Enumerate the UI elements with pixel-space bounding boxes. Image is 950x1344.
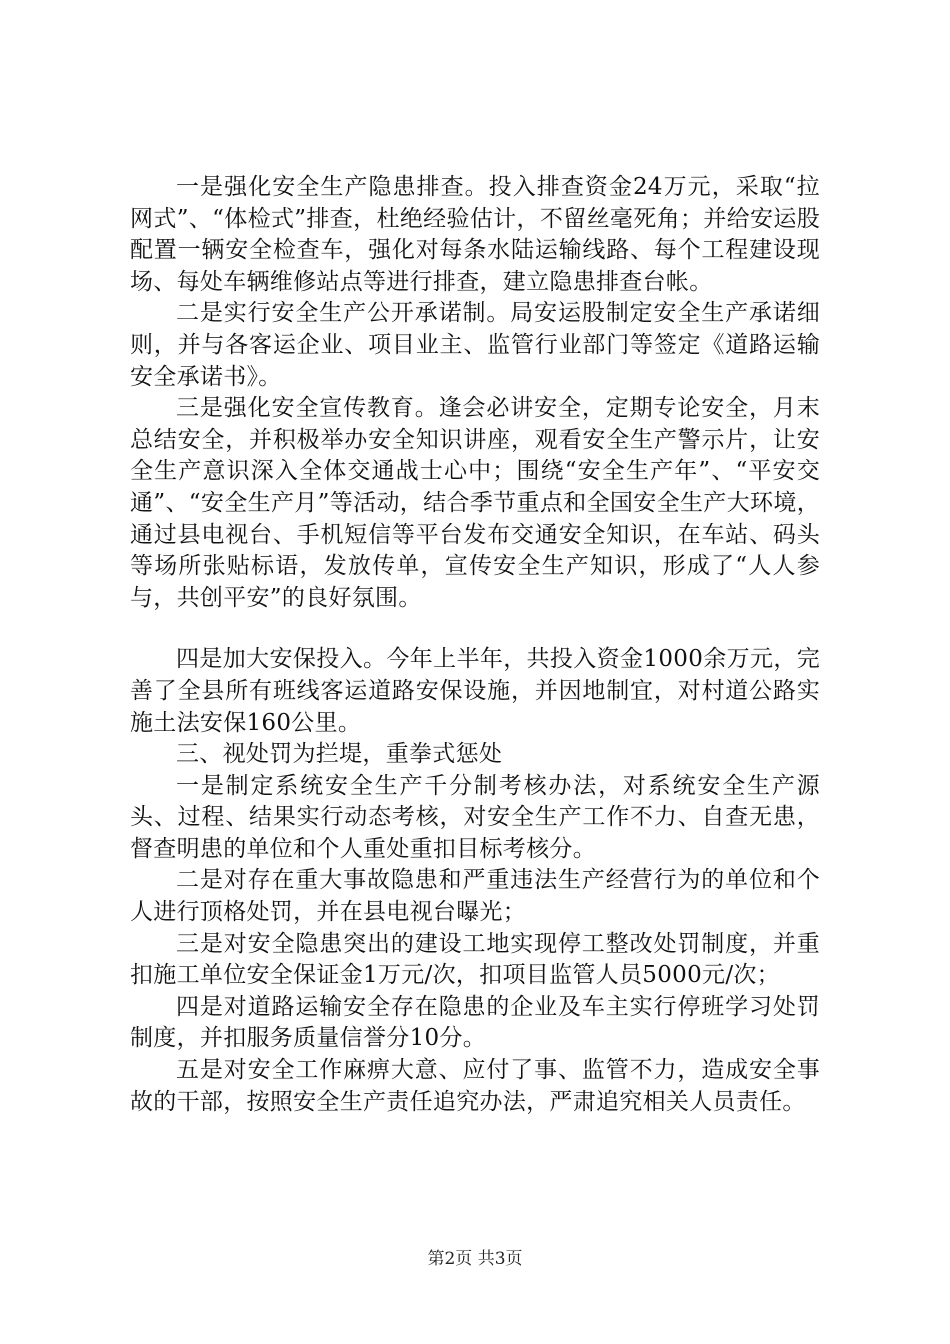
- paragraph-safety-education: 三是强化安全宣传教育。逢会必讲安全，定期专论安全，月末总结安全，并积极举办安全知识讲座，观看安全生产警示片，让安全生产意识深入全体交通战士心中；围绕“安全生产年”、“平安交通”、“安全生产月”等活动，结合季节重点和全国安全生产大环境，通过县电视台、手机短信等平台发布交通安全知识，在车站、码头等场所张贴标语，发放传单，宣传安全生产知识，形成了“人人参与，共创平安”的良好氛围。: [130, 395, 820, 611]
- paragraph-construction-penalty: 三是对安全隐患突出的建设工地实现停工整改处罚制度，并重扣施工单位安全保证金1万元/次，扣项目监管人员5000元/次；: [130, 930, 820, 989]
- paragraph-transport-penalty: 四是对道路运输安全存在隐患的企业及车主实行停班学习处罚制度，并扣服务质量信誉分10分。: [130, 993, 820, 1052]
- paragraph-assessment-method: 一是制定系统安全生产千分制考核办法，对系统安全生产源头、过程、结果实行动态考核，对安全生产工作不力、自查无患，督查明患的单位和个人重处重扣目标考核分。: [130, 772, 820, 862]
- paragraph-hazard-inspection: 一是强化安全生产隐患排查。投入排查资金24万元，采取“拉网式”、“体检式”排查，杜绝经验估计，不留丝毫死角；并给安运股配置一辆安全检查车，强化对每条水陆运输线路、每个工程建设现场、每处车辆维修站点等进行排查，建立隐患排查台帐。: [130, 174, 820, 295]
- section-heading-penalties: 三、视处罚为拦堤，重拳式惩处: [176, 741, 503, 768]
- paragraph-safety-commitment: 二是实行安全生产公开承诺制。局安运股制定安全生产承诺细则，并与各客运企业、项目业主、监管行业部门等签定《道路运输安全承诺书》。: [130, 300, 820, 390]
- document-body: [130, 172, 820, 1118]
- paragraph-accountability: 五是对安全工作麻痹大意、应付了事、监管不力，造成安全事故的干部，按照安全生产责任追究办法，严肃追究相关人员责任。: [130, 1057, 820, 1115]
- page-number-footer: 第2页 共3页: [427, 1249, 523, 1269]
- paragraph-maximum-penalty: 二是对存在重大事故隐患和严重违法生产经营行为的单位和个人进行顶格处罚，并在县电视台曝光；: [130, 867, 820, 926]
- paragraph-security-investment: 四是加大安保投入。今年上半年，共投入资金1000余万元，完善了全县所有班线客运道路安保设施，并因地制宜，对村道公路实施土法安保160公里。: [130, 646, 820, 736]
